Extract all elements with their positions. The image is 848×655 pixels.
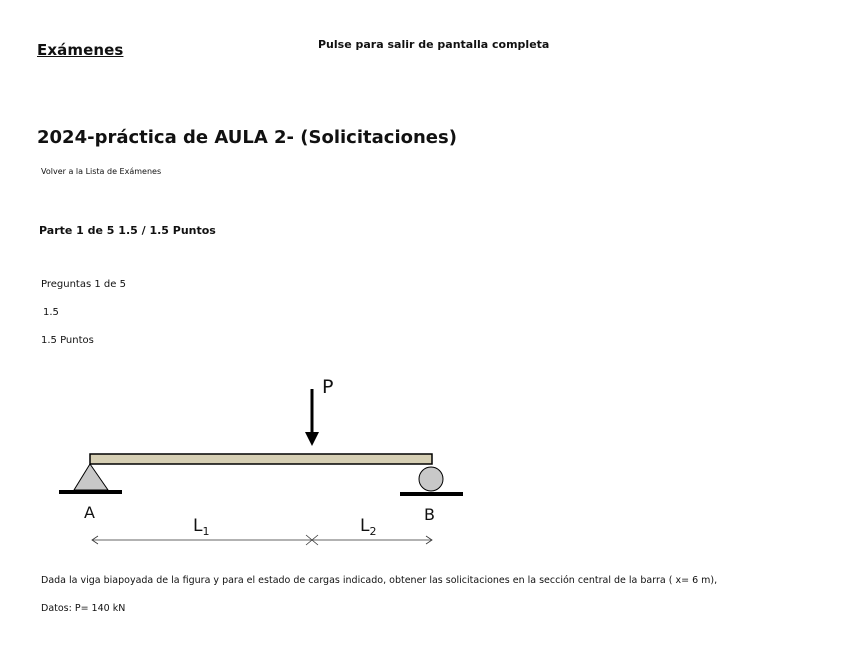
breadcrumb-examenes[interactable]: Exámenes <box>37 41 124 59</box>
support-b <box>400 467 463 496</box>
question-points: 1.5 Puntos <box>41 335 94 346</box>
support-b-label: B <box>424 505 435 524</box>
support-a <box>59 464 122 494</box>
beam <box>90 454 432 464</box>
span2-label: $L_2$ <box>360 516 377 538</box>
load-arrow <box>305 389 319 446</box>
question-description: Dada la viga biapoyada de la figura y para el estado de cargas indicado, obtener las solicitaciones en la sección central de la barra ( x= 6 m), <box>41 575 718 586</box>
part-header: Parte 1 de 5 1.5 / 1.5 Puntos <box>39 224 216 237</box>
beam-diagram <box>55 368 475 553</box>
exam-title: 2024-práctica de AULA 2- (Solicitaciones) <box>37 127 457 148</box>
question-data: Datos: P= 140 kN <box>41 603 126 614</box>
load-label: P <box>322 376 334 398</box>
back-to-exam-list-link[interactable]: Volver a la Lista de Exámenes <box>41 167 162 176</box>
question-value: 1.5 <box>43 307 59 318</box>
support-a-label: A <box>84 503 95 522</box>
exit-fullscreen-link[interactable]: Pulse para salir de pantalla completa <box>318 38 550 51</box>
dimension-line <box>92 535 432 545</box>
question-count: Preguntas 1 de 5 <box>41 279 126 290</box>
span1-label: $L_1$ <box>193 516 210 538</box>
